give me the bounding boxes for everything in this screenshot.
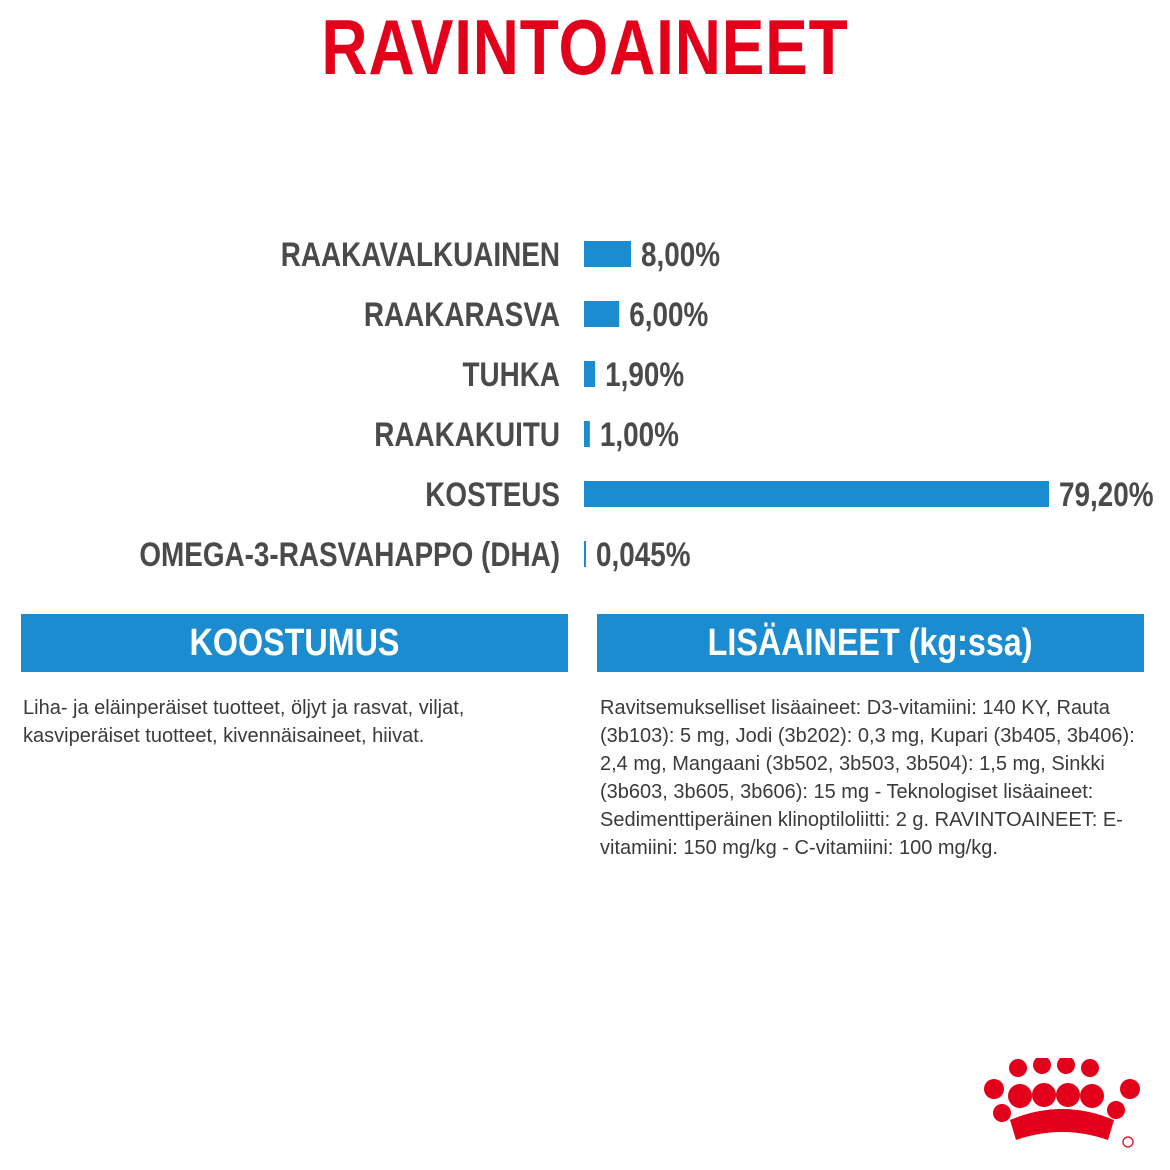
additives-heading — [597, 614, 1144, 672]
value-label: 79,20% — [1059, 475, 1154, 514]
bar — [584, 241, 631, 267]
bar — [584, 301, 619, 327]
royal-canin-crown-icon — [980, 1058, 1145, 1153]
category-label: OMEGA-3-RASVAHAPPO (DHA) — [139, 535, 560, 574]
category-label: KOSTEUS — [425, 475, 560, 514]
value-label: 6,00% — [629, 295, 709, 334]
bar — [584, 421, 590, 447]
value-label: 1,90% — [605, 355, 685, 394]
bar — [584, 481, 1049, 507]
additives-heading-text: LISÄAINEET (kg:ssa) — [708, 622, 1033, 664]
composition-heading — [21, 614, 568, 672]
category-label: RAAKARASVA — [363, 295, 560, 334]
page-title: RAVINTOAINEET — [321, 3, 849, 91]
bar — [584, 541, 586, 567]
category-label: RAAKAKUITU — [374, 415, 560, 454]
nutrient-bar-chart — [0, 225, 1170, 580]
composition-heading-text: KOOSTUMUS — [189, 622, 400, 664]
value-label: 8,00% — [640, 235, 720, 274]
additives-text: Ravitsemukselliset lisäaineet: D3-vitamiini: 140 KY, Rauta (3b103): 5 mg, Jodi (3b202): 0,3 mg, Kupari (3b405, 3b406): 2,4 mg, Mangaani (3b502, 3b503, 3b504): 1,5 mg, Sinkki (3b603, 3b605, 3b606): 15 mg - Teknologiset lisäaineet: Sedimenttiperäinen klinoptiloliitti: 2 g. RAVINTOAINEET: E-vitamiini: 150 mg/kg - C-vitamiini: 100 mg/kg. — [600, 697, 1135, 859]
value-label: 0,045% — [596, 535, 691, 574]
value-label: 1,00% — [599, 415, 679, 454]
category-label: RAAKAVALKUAINEN — [280, 235, 560, 274]
composition-text: Liha- ja eläinperäiset tuotteet, öljyt ja rasvat, viljat, kasviperäiset tuotteet, kivennäisaineet, hiivat. — [23, 697, 465, 747]
category-label: TUHKA — [462, 355, 560, 394]
bar — [584, 361, 595, 387]
